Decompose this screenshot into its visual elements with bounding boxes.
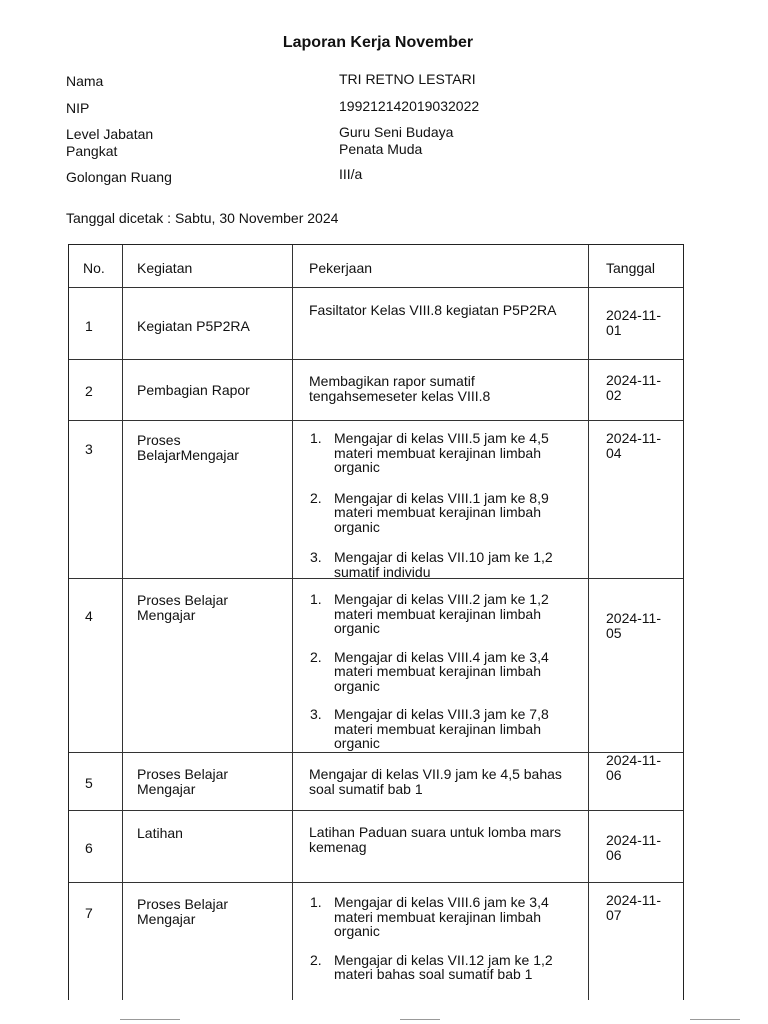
row-6-kegiatan: Latihan xyxy=(137,825,183,841)
row-7-item-2: Mengajar di kelas VII.12 jam ke 1,2 materi bahas soal sumatif bab 1 xyxy=(334,951,553,982)
row-4-tanggal-b: 05 xyxy=(606,625,622,641)
row-4-tanggal-a: 2024-11- xyxy=(606,610,662,626)
row-4-kegiatan: Proses Belajar Mengajar xyxy=(137,592,229,623)
header-pekerjaan: Pekerjaan xyxy=(309,260,373,276)
row-3-kegiatan: Proses BelajarMengajar xyxy=(137,432,239,463)
row-1-kegiatan: Kegiatan P5P2RA xyxy=(137,318,250,334)
row-divider xyxy=(69,752,683,753)
row-3-item-3: Mengajar di kelas VII.10 jam ke 1,2 sumatif individu xyxy=(334,549,553,580)
row-1-pekerjaan: Fasiltator Kelas VIII.8 kegiatan P5P2RA xyxy=(309,302,557,318)
list-item: 1. Mengajar di kelas VIII.2 jam ke 1,2 materi membuat kerajinan limbah organic xyxy=(310,591,549,636)
row-divider xyxy=(69,882,683,883)
row-3-tanggal-a: 2024-11- xyxy=(606,430,662,446)
row-1-tanggal-a: 2024-11- xyxy=(606,307,662,323)
row-3-item-1: Mengajar di kelas VIII.5 jam ke 4,5 materi membuat kerajinan limbah organic xyxy=(334,430,549,475)
row-5-kegiatan: Proses Belajar Mengajar xyxy=(137,766,229,797)
header-tanggal: Tanggal xyxy=(606,260,656,276)
row-2-no: 2 xyxy=(85,383,93,399)
header-kegiatan: Kegiatan xyxy=(137,260,193,276)
row-2-tanggal-b: 02 xyxy=(606,387,622,403)
row-4-item-2: Mengajar di kelas VIII.4 jam ke 3,4 materi membuat kerajinan limbah organic xyxy=(334,648,549,694)
row-5-tanggal xyxy=(606,753,661,783)
report-title: Laporan Kerja November xyxy=(282,34,474,51)
printed-date: Tanggal dicetak : Sabtu, 30 November 2024 xyxy=(66,210,339,226)
row-3-tanggal xyxy=(606,431,661,461)
row-2-tanggal-a: 2024-11- xyxy=(606,372,662,388)
value-golongan-ruang: III/a xyxy=(339,166,363,182)
row-1-no: 1 xyxy=(85,318,93,334)
row-divider xyxy=(69,287,683,288)
value-pangkat: Penata Muda xyxy=(339,141,423,157)
label-level-jabatan: Level Jabatan xyxy=(66,126,154,142)
list-item: 1. Mengajar di kelas VIII.6 jam ke 3,4 materi membuat kerajinan limbah organic xyxy=(310,894,549,939)
row-1-tanggal-b: 01 xyxy=(606,322,622,338)
list-item: 2. Mengajar di kelas VIII.4 jam ke 3,4 materi membuat kerajinan limbah organic xyxy=(310,648,549,694)
scan-artifact xyxy=(400,1019,440,1020)
row-3-no: 3 xyxy=(85,441,93,457)
list-item: 3. Mengajar di kelas VIII.3 jam ke 7,8 materi membuat kerajinan limbah organic xyxy=(310,706,549,751)
label-golongan-ruang: Golongan Ruang xyxy=(66,169,172,185)
list-item: 1. Mengajar di kelas VIII.5 jam ke 4,5 materi membuat kerajinan limbah organic xyxy=(310,430,549,475)
row-6-tanggal xyxy=(606,833,661,863)
row-6-tanggal-b: 06 xyxy=(606,847,622,863)
row-5-no: 5 xyxy=(85,775,93,791)
row-2-kegiatan: Pembagian Rapor xyxy=(137,382,250,398)
row-4-item-3: Mengajar di kelas VIII.3 jam ke 7,8 materi membuat kerajinan limbah organic xyxy=(334,706,549,751)
list-item: 3. Mengajar di kelas VII.10 jam ke 1,2 sumatif individu xyxy=(310,549,553,580)
value-nama: TRI RETNO LESTARI xyxy=(339,71,476,87)
row-4-tanggal xyxy=(606,611,661,641)
row-3-item-2: Mengajar di kelas VIII.1 jam ke 8,9 materi membuat kerajinan limbah organic xyxy=(334,489,549,535)
row-divider xyxy=(69,810,683,811)
row-3-tanggal-b: 04 xyxy=(606,445,622,461)
row-3-pekerjaan xyxy=(310,431,570,579)
scan-artifact xyxy=(120,1019,180,1020)
row-7-item-1: Mengajar di kelas VIII.6 jam ke 3,4 materi membuat kerajinan limbah organic xyxy=(334,894,549,939)
row-7-tanggal-b: 07 xyxy=(606,907,622,923)
list-item: 2. Mengajar di kelas VIII.1 jam ke 8,9 materi membuat kerajinan limbah organic xyxy=(310,489,549,535)
label-nip: NIP xyxy=(66,100,90,116)
activity-table xyxy=(68,244,684,1000)
row-2-tanggal xyxy=(606,373,661,403)
row-7-no: 7 xyxy=(85,905,93,921)
row-divider xyxy=(69,359,683,360)
row-4-item-1: Mengajar di kelas VIII.2 jam ke 1,2 materi membuat kerajinan limbah organic xyxy=(334,591,549,636)
row-6-pekerjaan: Latihan Paduan suara untuk lomba mars kemenag xyxy=(309,824,562,855)
row-7-pekerjaan xyxy=(310,895,570,982)
row-7-kegiatan: Proses Belajar Mengajar xyxy=(137,896,229,927)
row-4-no: 4 xyxy=(85,608,93,624)
scan-artifact xyxy=(690,1019,740,1020)
row-5-pekerjaan: Mengajar di kelas VII.9 jam ke 4,5 bahas soal sumatif bab 1 xyxy=(309,766,562,797)
row-2-pekerjaan: Membagikan rapor sumatif tengahsemeseter kelas VIII.8 xyxy=(309,373,491,404)
row-4-pekerjaan xyxy=(310,592,570,751)
label-nama: Nama xyxy=(66,73,104,89)
row-7-tanggal-a: 2024-11- xyxy=(606,892,662,908)
header-no: No. xyxy=(83,260,105,276)
list-item: 2. Mengajar di kelas VII.12 jam ke 1,2 materi bahas soal sumatif bab 1 xyxy=(310,951,553,982)
row-6-tanggal-a: 2024-11- xyxy=(606,832,662,848)
row-5-tanggal-b: 06 xyxy=(606,767,622,783)
value-nip: 199212142019032022 xyxy=(339,98,480,114)
row-1-tanggal xyxy=(606,308,661,338)
row-divider xyxy=(69,420,683,421)
label-pangkat: Pangkat xyxy=(66,143,118,159)
row-6-no: 6 xyxy=(85,840,93,856)
value-level-jabatan: Guru Seni Budaya xyxy=(339,124,454,140)
row-7-tanggal xyxy=(606,893,661,923)
row-5-tanggal-a: 2024-11- xyxy=(606,752,662,768)
